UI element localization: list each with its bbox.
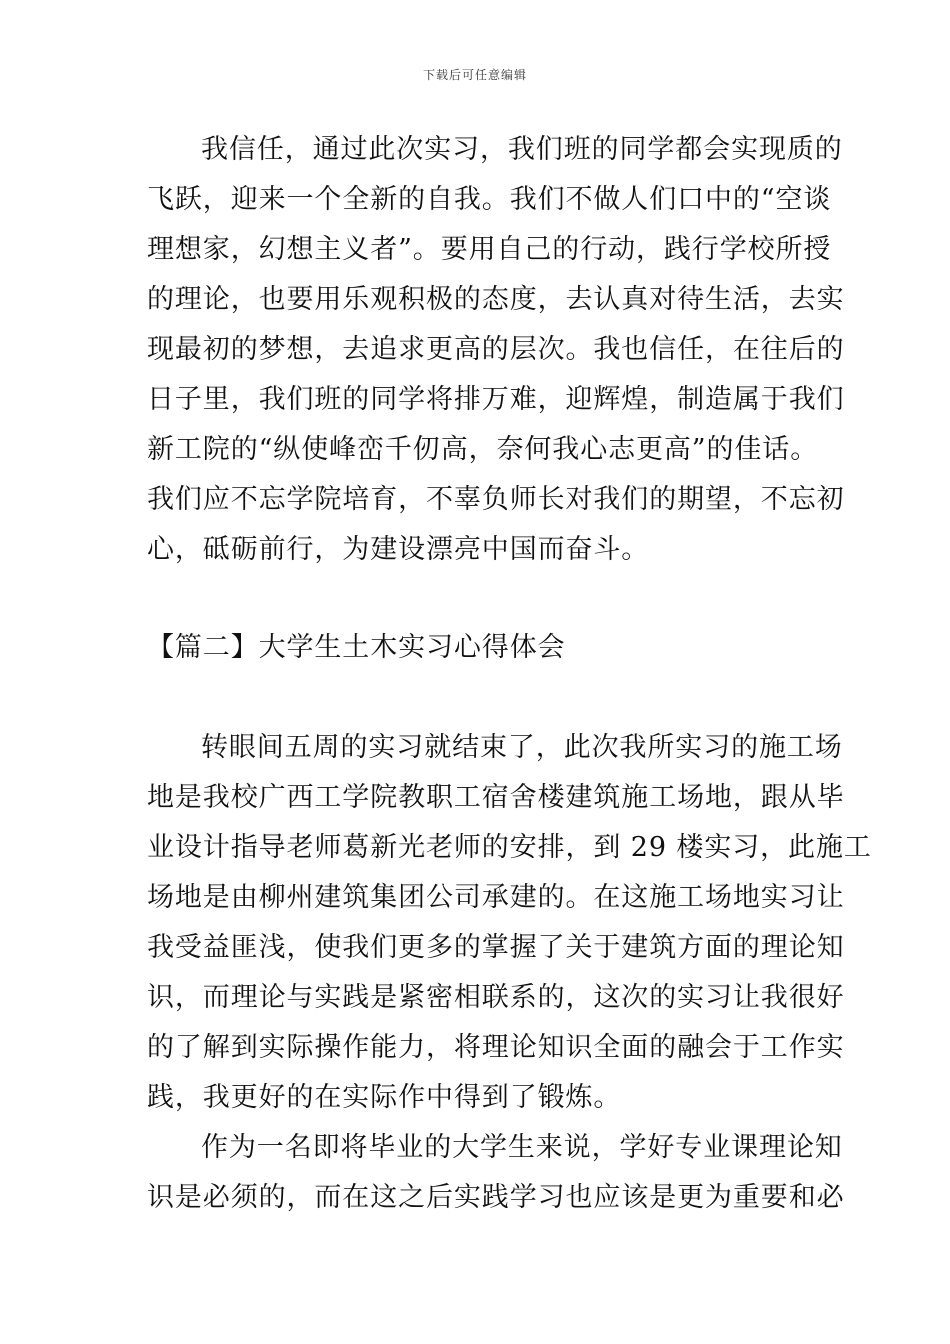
paragraph-line: 转眼间五周的实习就结束了，此次我所实习的施工场: [201, 732, 843, 763]
paragraph-line: 新工院的“纵使峰峦千仞高，奈何我心志更高”的佳话。: [147, 434, 819, 465]
paragraph-line: 作为一名即将毕业的大学生来说，学好专业课理论知: [201, 1132, 843, 1163]
page-header-note: 下载后可任意编辑: [422, 68, 527, 82]
paragraph-line: 飞跃，迎来一个全新的自我。我们不做人们口中的“空谈: [147, 184, 832, 215]
paragraph-line: 心，砥砺前行，为建设漂亮中国而奋斗。: [147, 534, 650, 565]
paragraph-line: 场地是由柳州建筑集团公司承建的。在这施工场地实习让: [147, 882, 845, 913]
section-title: 【篇二】大学生土木实习心得体会: [147, 632, 566, 663]
paragraph-line: 识是必须的，而在这之后实践学习也应该是更为重要和必: [147, 1182, 845, 1213]
paragraph-line: 我信任，通过此次实习，我们班的同学都会实现质的: [201, 134, 843, 165]
paragraph-line: 的了解到实际操作能力，将理论知识全面的融会于工作实: [147, 1032, 845, 1063]
paragraph-line: 理想家，幻想主义者”。要用自己的行动，践行学校所授: [147, 234, 832, 265]
paragraph-line: 践，我更好的在实际作中得到了锻炼。: [147, 1082, 622, 1113]
paragraph-line: 日子里，我们班的同学将排万难，迎辉煌，制造属于我们: [147, 384, 845, 415]
paragraph-line: 现最初的梦想，去追求更高的层次。我也信任，在往后的: [147, 334, 845, 365]
paragraph-line: 的理论，也要用乐观积极的态度，去认真对待生活，去实: [147, 284, 845, 315]
paragraph-line: 我受益匪浅，使我们更多的掌握了关于建筑方面的理论知: [147, 932, 845, 963]
paragraph-line: 识，而理论与实践是紧密相联系的，这次的实习让我很好: [147, 982, 845, 1013]
paragraph-line: 业设计指导老师葛新光老师的安排，到 29 楼实习，此施工: [147, 832, 872, 863]
paragraph-line: 地是我校广西工学院教职工宿舍楼建筑施工场地，跟从毕: [147, 782, 845, 813]
paragraph-line: 我们应不忘学院培育，不辜负师长对我们的期望，不忘初: [147, 484, 845, 515]
